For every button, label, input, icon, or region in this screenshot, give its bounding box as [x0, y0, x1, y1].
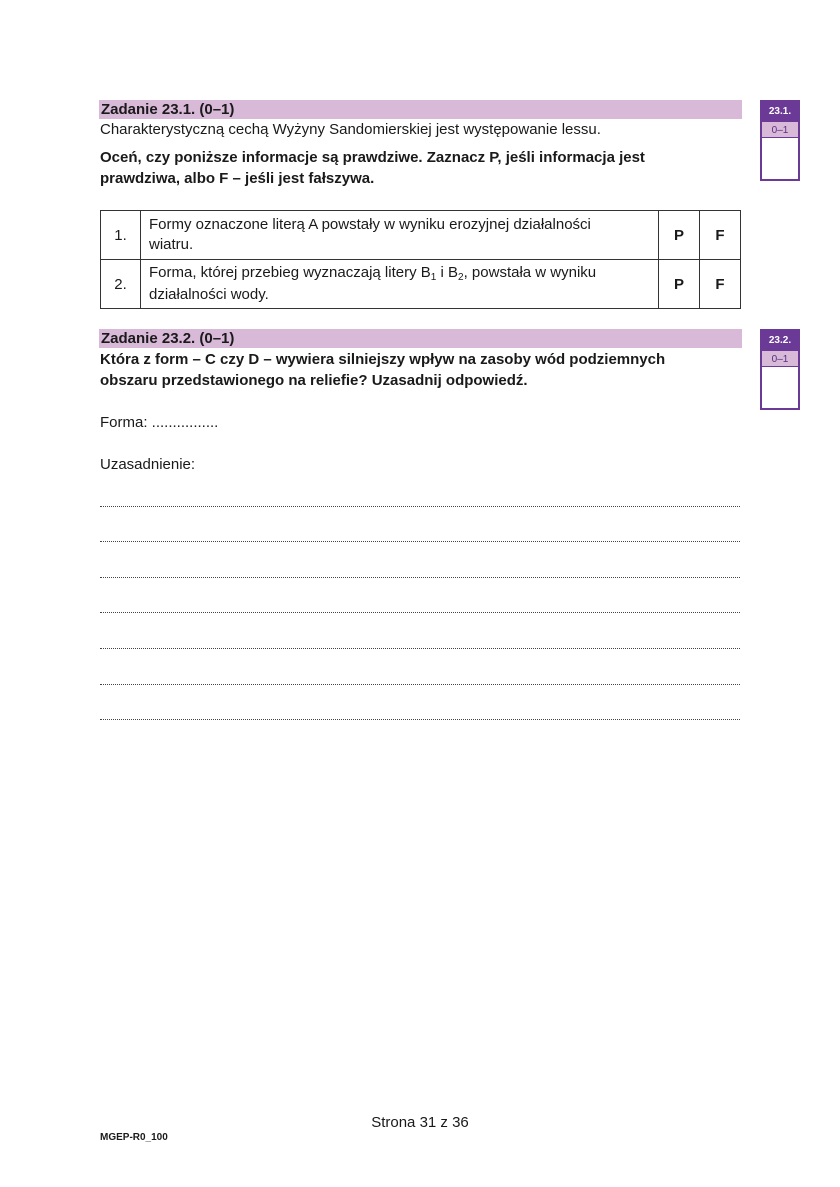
answer-line[interactable] [100, 718, 740, 720]
score-box-title: 23.1. [762, 102, 798, 121]
justification-label: Uzasadnienie: [100, 456, 196, 473]
score-box-title: 23.2. [762, 331, 798, 350]
answer-line[interactable] [100, 647, 740, 649]
task-23-1-instruction-line1: Oceń, czy poniższe informacje są prawdziwe. Zaznacz P, jeśli informacja jest [100, 149, 645, 166]
page-number: Strona 31 z 36 [371, 1114, 469, 1131]
statement-line: działalności wody. [149, 286, 269, 303]
subscript: 1 [430, 272, 437, 283]
subscript: 2 [458, 272, 464, 283]
score-box-range: 0–1 [762, 350, 798, 367]
option-true[interactable]: P [659, 211, 700, 260]
score-entry-field[interactable] [762, 367, 798, 408]
task-23-2-question-line1: Która z form – C czy D – wywiera silniejszy wpływ na zasoby wód podziemnych [100, 351, 666, 368]
statement-line: Formy oznaczone literą A powstały w wyniku erozyjnej działalności [149, 216, 591, 233]
statement-line: wiatru. [149, 236, 194, 253]
statement-number: 2. [101, 260, 141, 309]
score-box-23-2 [760, 329, 800, 410]
option-false[interactable]: F [700, 260, 741, 309]
statement-fragment: , powstała w wyniku [463, 264, 597, 281]
score-entry-field[interactable] [762, 138, 798, 179]
task-23-1-instruction-line2: prawdziwa, albo F – jeśli jest fałszywa. [100, 170, 375, 187]
table-row [101, 260, 741, 309]
statement-text [141, 260, 659, 309]
task-23-1-intro: Charakterystyczną cechą Wyżyny Sandomierskiej jest występowanie lessu. [100, 121, 601, 138]
statement-number: 1. [101, 211, 141, 260]
table-row [101, 211, 741, 260]
answer-line[interactable] [100, 505, 740, 507]
task-23-2-header: Zadanie 23.2. (0–1) [99, 329, 742, 348]
task-23-1-header: Zadanie 23.1. (0–1) [99, 100, 742, 119]
statement-fragment: i B [436, 264, 459, 281]
true-false-table [100, 210, 741, 309]
statement-fragment: Forma, której przebieg wyznaczają litery B [149, 264, 431, 281]
score-box-23-1 [760, 100, 800, 181]
score-box-range: 0–1 [762, 121, 798, 138]
answer-line[interactable] [100, 576, 740, 578]
answer-line[interactable] [100, 540, 740, 542]
option-false[interactable]: F [700, 211, 741, 260]
form-answer-field[interactable]: Forma: ................ [100, 414, 219, 431]
task-23-2-question-line2: obszaru przedstawionego na reliefie? Uzasadnij odpowiedź. [100, 372, 528, 389]
statement-text [141, 211, 659, 260]
answer-line[interactable] [100, 611, 740, 613]
answer-line[interactable] [100, 683, 740, 685]
exam-code: MGEP-R0_100 [100, 1132, 168, 1143]
option-true[interactable]: P [659, 260, 700, 309]
